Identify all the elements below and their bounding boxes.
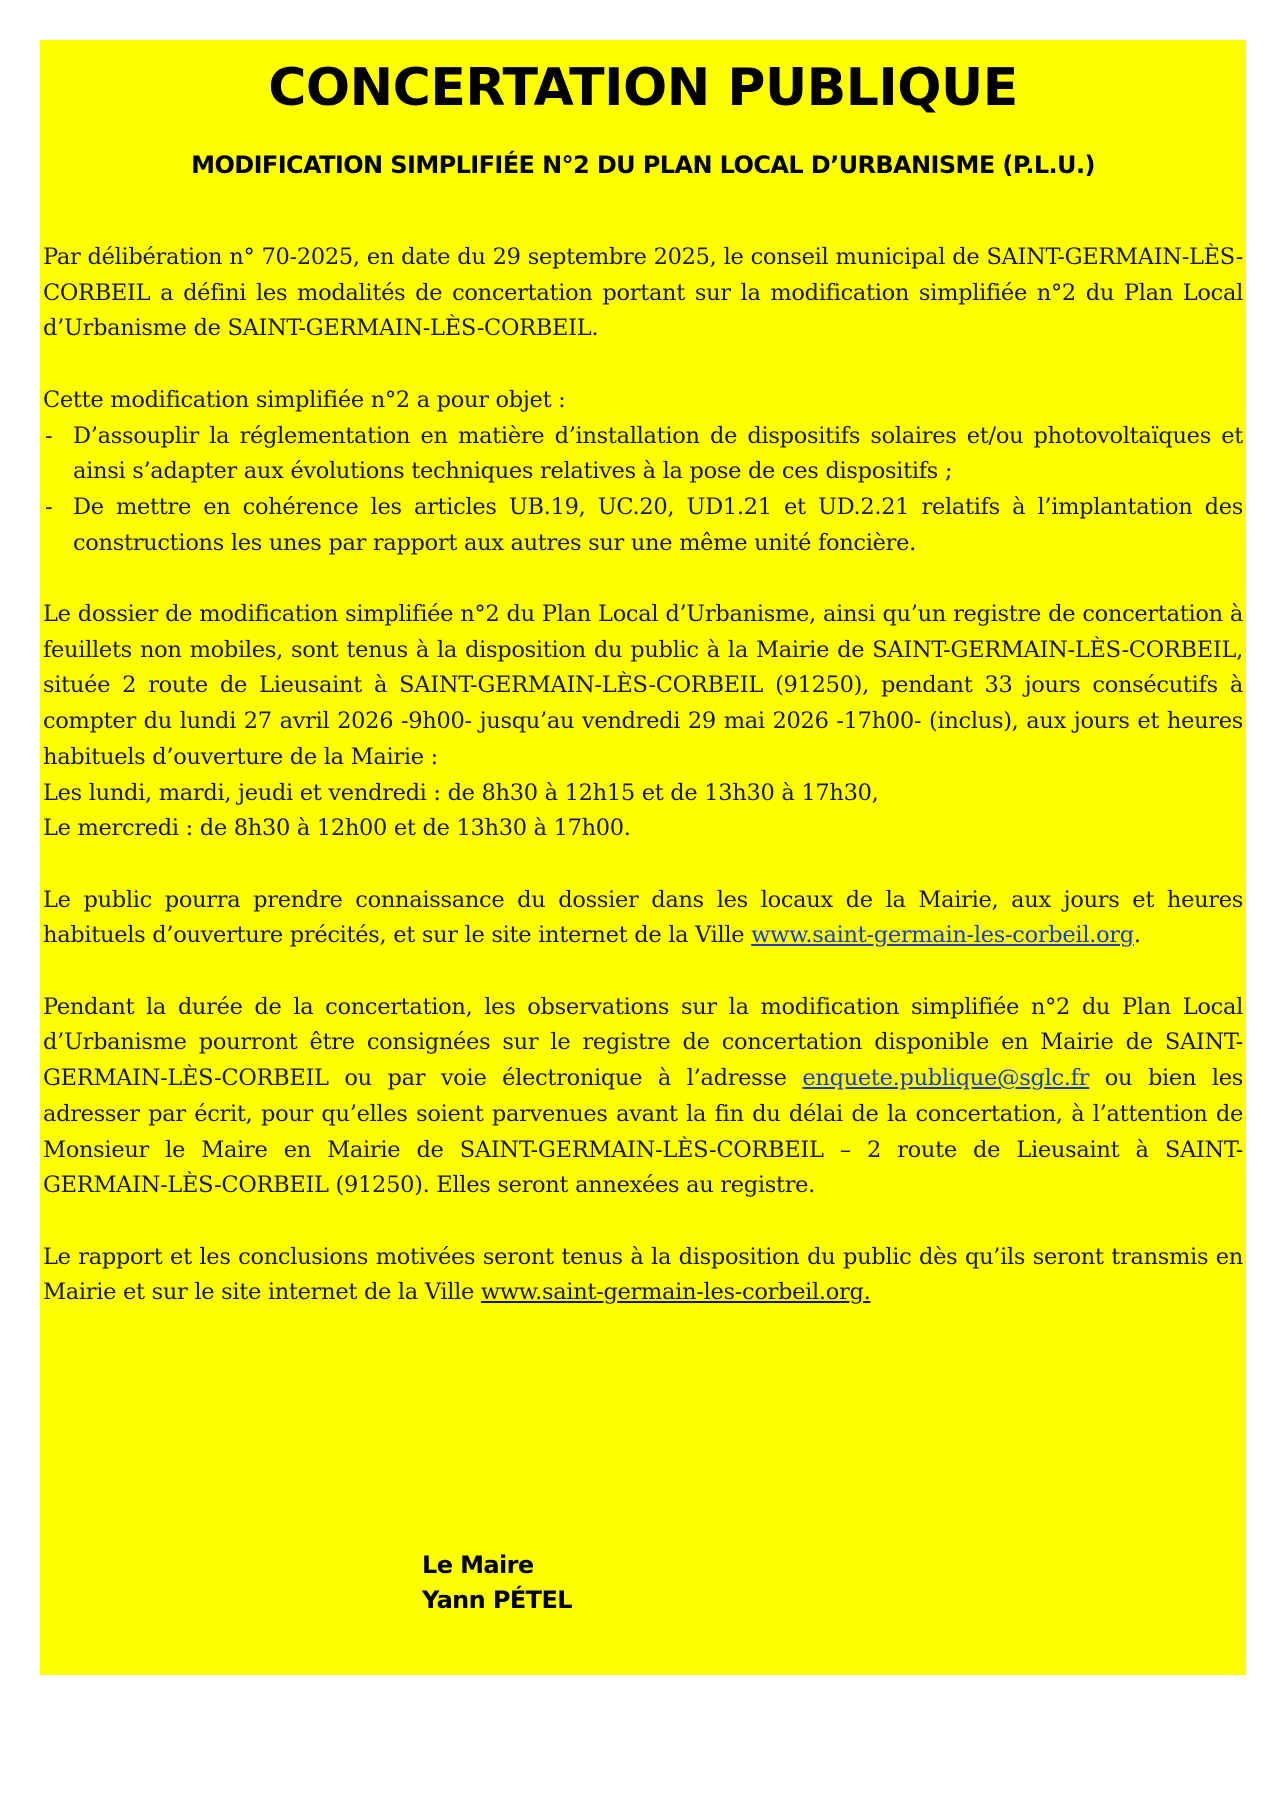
signature-role: Le Maire: [422, 1551, 534, 1579]
consultation-end: .: [1133, 922, 1141, 949]
report-text: Le rapport et les conclusions motivées seront tenus à la disposition du public dès qu’ils seront transmis en Mairie et sur le site internet de la Ville: [43, 1243, 1243, 1306]
observations-rest: ou bien les adresser par écrit, pour qu’elles soient parvenues avant la fin du délai de la concertation, à l’attention de Monsieur le Maire en Mairie de SAINT-GERMAIN-LÈS-CORBEIL – 2 route de Lieusaint à SAINT-GERMAIN-LÈS-CORBEIL (91250). Elles seront annexées au registre.: [43, 1065, 1243, 1199]
list-item: [43, 419, 1243, 490]
paragraph-dossier: [43, 597, 1243, 847]
dossier-text: Le dossier de modification simplifiée n°2 du Plan Local d’Urbanisme, ainsi qu’un registre de concertation à feuillets non mobiles, sont tenus à la disposition du public à la Mairie de SAINT-GERMAIN-LÈS-CORBEIL, située 2 route de Lieusaint à SAINT-GERMAIN-LÈS-CORBEIL (91250), pendant 33 jours consécutifs à compter du lundi 27 avril 2026 -9h00- jusqu’au vendredi 29 mai 2026 -17h00- (inclus), aux jours et heures habituels d’ouverture de la Mairie :: [43, 601, 1243, 770]
notice-body: [43, 240, 1243, 1311]
email-link[interactable]: enquete.publique@sglc.fr: [802, 1065, 1090, 1092]
list-dash: -: [45, 422, 53, 449]
notice-panel: [40, 40, 1246, 1675]
hours-line-1: Les lundi, mardi, jeudi et vendredi : de 8h30 à 12h15 et de 13h30 à 17h30,: [43, 779, 879, 806]
website-link[interactable]: www.saint-germain-les-corbeil.org: [751, 922, 1134, 949]
paragraph-observations: [43, 990, 1243, 1204]
observations-text: Pendant la durée de la concertation, les observations sur la modification simplifiée n°2 du Plan Local d’Urbanisme pourront être consignées sur le registre de concertation disponible en Mairie de SAINT-GERMAIN-LÈS-CORBEIL ou par voie électronique à l’adresse: [43, 993, 1243, 1092]
list-item: [43, 490, 1243, 561]
website-link-report[interactable]: www.saint-germain-les-corbeil.org.: [480, 1279, 871, 1306]
page-subtitle: MODIFICATION SIMPLIFIÉE N°2 DU PLAN LOCAL D’URBANISME (P.L.U.): [191, 151, 1095, 179]
objectives-intro: Cette modification simplifiée n°2 a pour objet :: [43, 386, 566, 413]
hours-line-2: Le mercredi : de 8h30 à 12h00 et de 13h30 à 17h00.: [43, 815, 631, 842]
list-item-text: De mettre en cohérence les articles UB.19, UC.20, UD1.21 et UD.2.21 relatifs à l’implantation des constructions les unes par rapport aux autres sur une même unité foncière.: [73, 493, 1243, 556]
paragraph-report: [43, 1240, 1243, 1311]
signature-name: Yann PÉTEL: [422, 1586, 572, 1614]
consultation-text: Le public pourra prendre connaissance du dossier dans les locaux de la Mairie, aux jours et heures habituels d’ouverture précités, et sur le site internet de la Ville: [43, 886, 1243, 949]
list-dash: -: [45, 493, 53, 520]
objectives-list: [43, 419, 1243, 562]
page-title: CONCERTATION PUBLIQUE: [268, 58, 1018, 118]
paragraph-deliberation: Par délibération n° 70-2025, en date du 29 septembre 2025, le conseil municipal de SAINT-GERMAIN-LÈS-CORBEIL a défini les modalités de concertation portant sur la modification simplifiée n°2 du Plan Local d’Urbanisme de SAINT-GERMAIN-LÈS-CORBEIL.: [43, 244, 1243, 342]
paragraph-objectives: [43, 383, 1243, 562]
list-item-text: D’assouplir la réglementation en matière d’installation de dispositifs solaires et/ou photovoltaïques et ainsi s’adapter aux évolutions techniques relatives à la pose de ces dispositifs ;: [73, 422, 1243, 485]
signature-block: [422, 1548, 572, 1618]
paragraph-consultation: [43, 883, 1243, 954]
